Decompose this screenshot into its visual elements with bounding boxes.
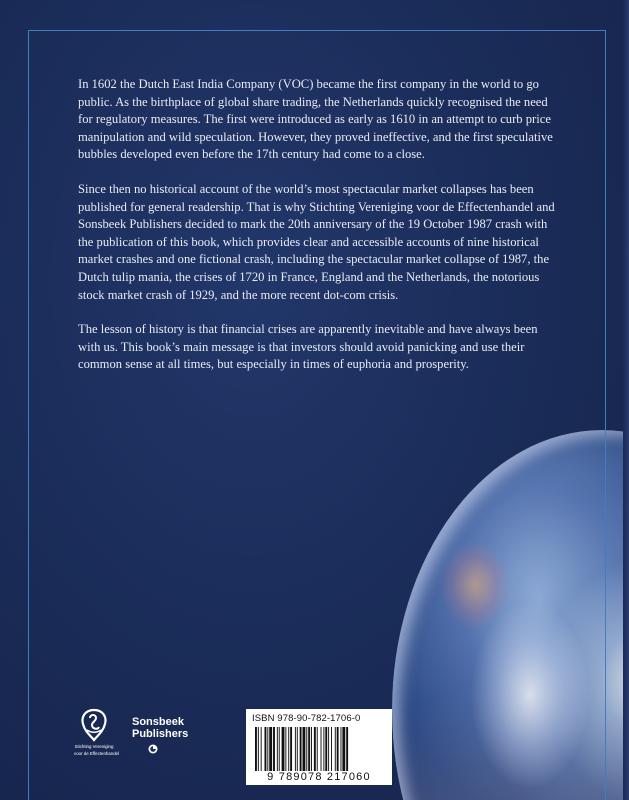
- blurb-text: [78, 76, 558, 391]
- sonsbeek-logo: [132, 716, 188, 757]
- sonsbeek-name-line2: Publishers: [132, 728, 189, 740]
- vereniging-name-line2: voor de Effectenhandel: [74, 751, 120, 756]
- paragraph-1: In 1602 the Dutch East India Company (VOC) became the first company in the world to go public. As the birthplace of global share trading, the Netherlands quickly recognised the need for regulatory measures. The first were introduced as early as 1610 in an attempt to curb price manipulation and wild speculation. However, they proved ineffective, and the first speculative bubbles developed even before the 17th century had come to a close.: [78, 77, 553, 162]
- vereniging-logo: [74, 708, 120, 756]
- sonsbeek-mark-icon: [148, 744, 188, 757]
- barcode-image: [254, 727, 384, 771]
- paragraph-2: Since then no historical account of the world’s most spectacular market collapses has been published for general readership. That is why Stichting Vereniging voor de Effectenhandel and Sonsbeek Publishers decided to mark the 20th anniversary of the 19 October 1987 crash with the publication of this book, which provides clear and accessible accounts of nine historical market crashes and one fictional crash, including the spectacular market collapse of 1987, the Dutch tulip mania, the crises of 1720 in France, England and the Netherlands, the notorious stock market crash of 1929, and the more recent dot-com crisis.: [78, 181, 555, 302]
- sonsbeek-name-line1: Sonsbeek: [132, 716, 184, 728]
- isbn-label: ISBN 978-90-782-1706-0: [252, 713, 361, 724]
- barcode-digits: 9 789078 217060: [267, 771, 371, 783]
- vereniging-name-line1: Stichting Vereniging: [74, 744, 114, 749]
- spine-edge: [623, 0, 629, 800]
- swan-emblem-icon: [79, 708, 109, 742]
- isbn-barcode-box: [246, 709, 392, 785]
- paragraph-3: The lesson of history is that financial crises are apparently inevitable and have always been with us. This book’s main message is that investors should avoid panicking and use their common sense at all times, but especially in times of euphoria and prosperity.: [78, 322, 538, 372]
